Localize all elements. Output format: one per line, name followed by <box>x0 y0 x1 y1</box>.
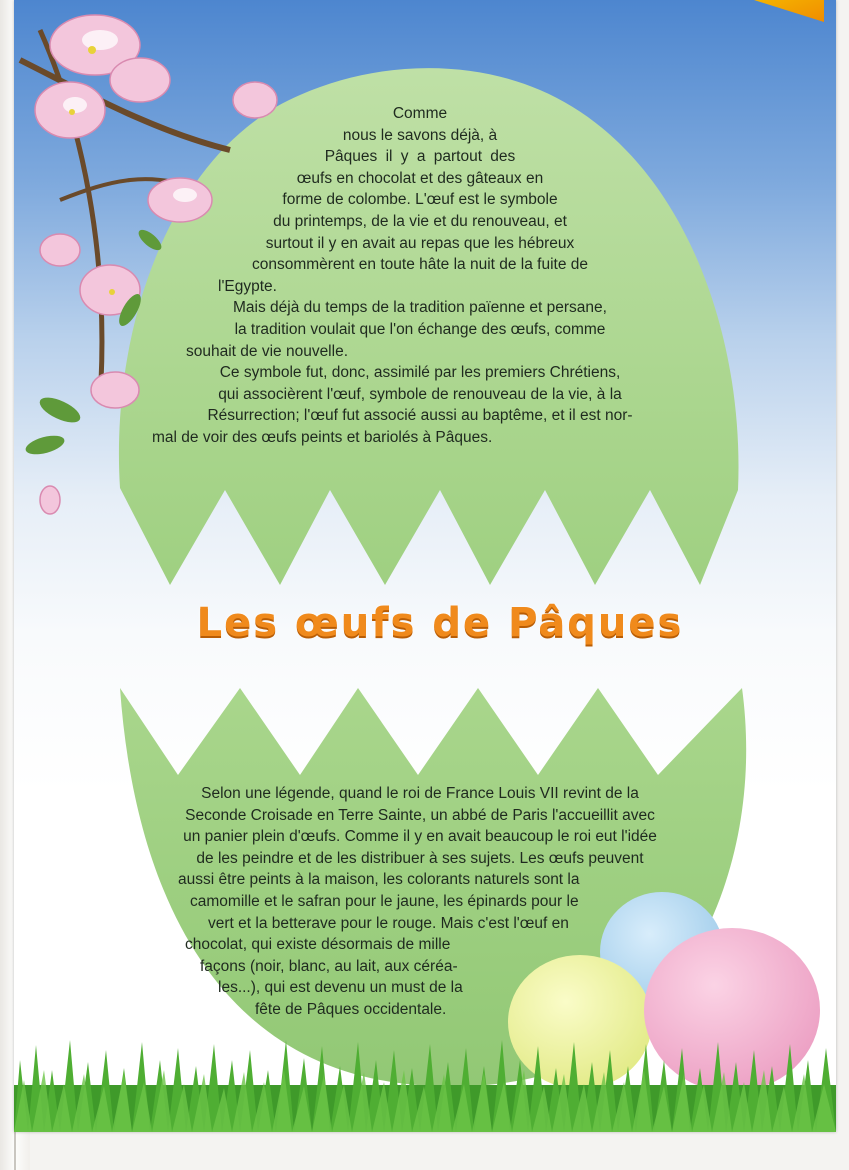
text-line: l'Egypte. <box>218 277 277 295</box>
page-title: Les œufs de Pâques <box>196 600 684 646</box>
text-line: mal de voir des œufs peints et bariolés à Pâques. <box>152 428 493 446</box>
text-line: Résurrection; l'œuf fut associé aussi au baptême, et il est nor- <box>207 407 633 425</box>
text-line: la tradition voulait que l'on échange des œufs, comme <box>234 320 606 338</box>
text-line: chocolat, qui existe désormais de mille <box>185 936 451 954</box>
text-line: nous le savons déjà, à <box>342 126 498 144</box>
text-line: Pâques il y a partout des <box>324 148 516 166</box>
text-line: œufs en chocolat et des gâteaux en <box>296 169 544 187</box>
text-line: aussi être peints à la maison, les colorants naturels sont la <box>178 871 580 889</box>
text-line: vert et la betterave pour le rouge. Mais c'est l'œuf en <box>208 914 569 932</box>
text-line: Selon une légende, quand le roi de France Louis VII revint de la <box>201 785 639 802</box>
text-line: fête de Pâques occidentale. <box>255 1000 447 1018</box>
text-line: de les peindre et de les distribuer à ses sujets. Les œufs peuvent <box>196 849 644 867</box>
text-line: Seconde Croisade en Terre Sainte, un abbé de Paris l'accueillit avec <box>185 806 655 824</box>
text-line: forme de colombe. L'œuf est le symbole <box>282 191 558 209</box>
text-line: un panier plein d'œufs. Comme il y en avait beaucoup le roi eut l'idée <box>183 828 657 846</box>
text-line: les...), qui est devenu un must de la <box>218 979 463 997</box>
text-line: Comme <box>392 105 448 122</box>
text-line: consommèrent en toute hâte la nuit de la fuite de <box>251 256 589 274</box>
text-line: souhait de vie nouvelle. <box>186 342 349 360</box>
text-line: qui associèrent l'œuf, symbole de renouveau de la vie, à la <box>218 385 622 403</box>
text-line: surtout il y en avait au repas que les hébreux <box>265 234 575 252</box>
text-line: Ce symbole fut, donc, assimilé par les premiers Chrétiens, <box>219 364 621 382</box>
text-line: Mais déjà du temps de la tradition païenne et persane, <box>233 299 607 317</box>
egg-bottom-paragraph <box>140 783 700 1021</box>
text-line: façons (noir, blanc, au lait, aux céréa- <box>200 957 458 975</box>
text-line: camomille et le safran pour le jaune, les épinards pour le <box>190 892 579 910</box>
text-line: du printemps, de la vie et du renouveau, et <box>273 212 567 230</box>
egg-top-paragraph <box>150 103 690 449</box>
